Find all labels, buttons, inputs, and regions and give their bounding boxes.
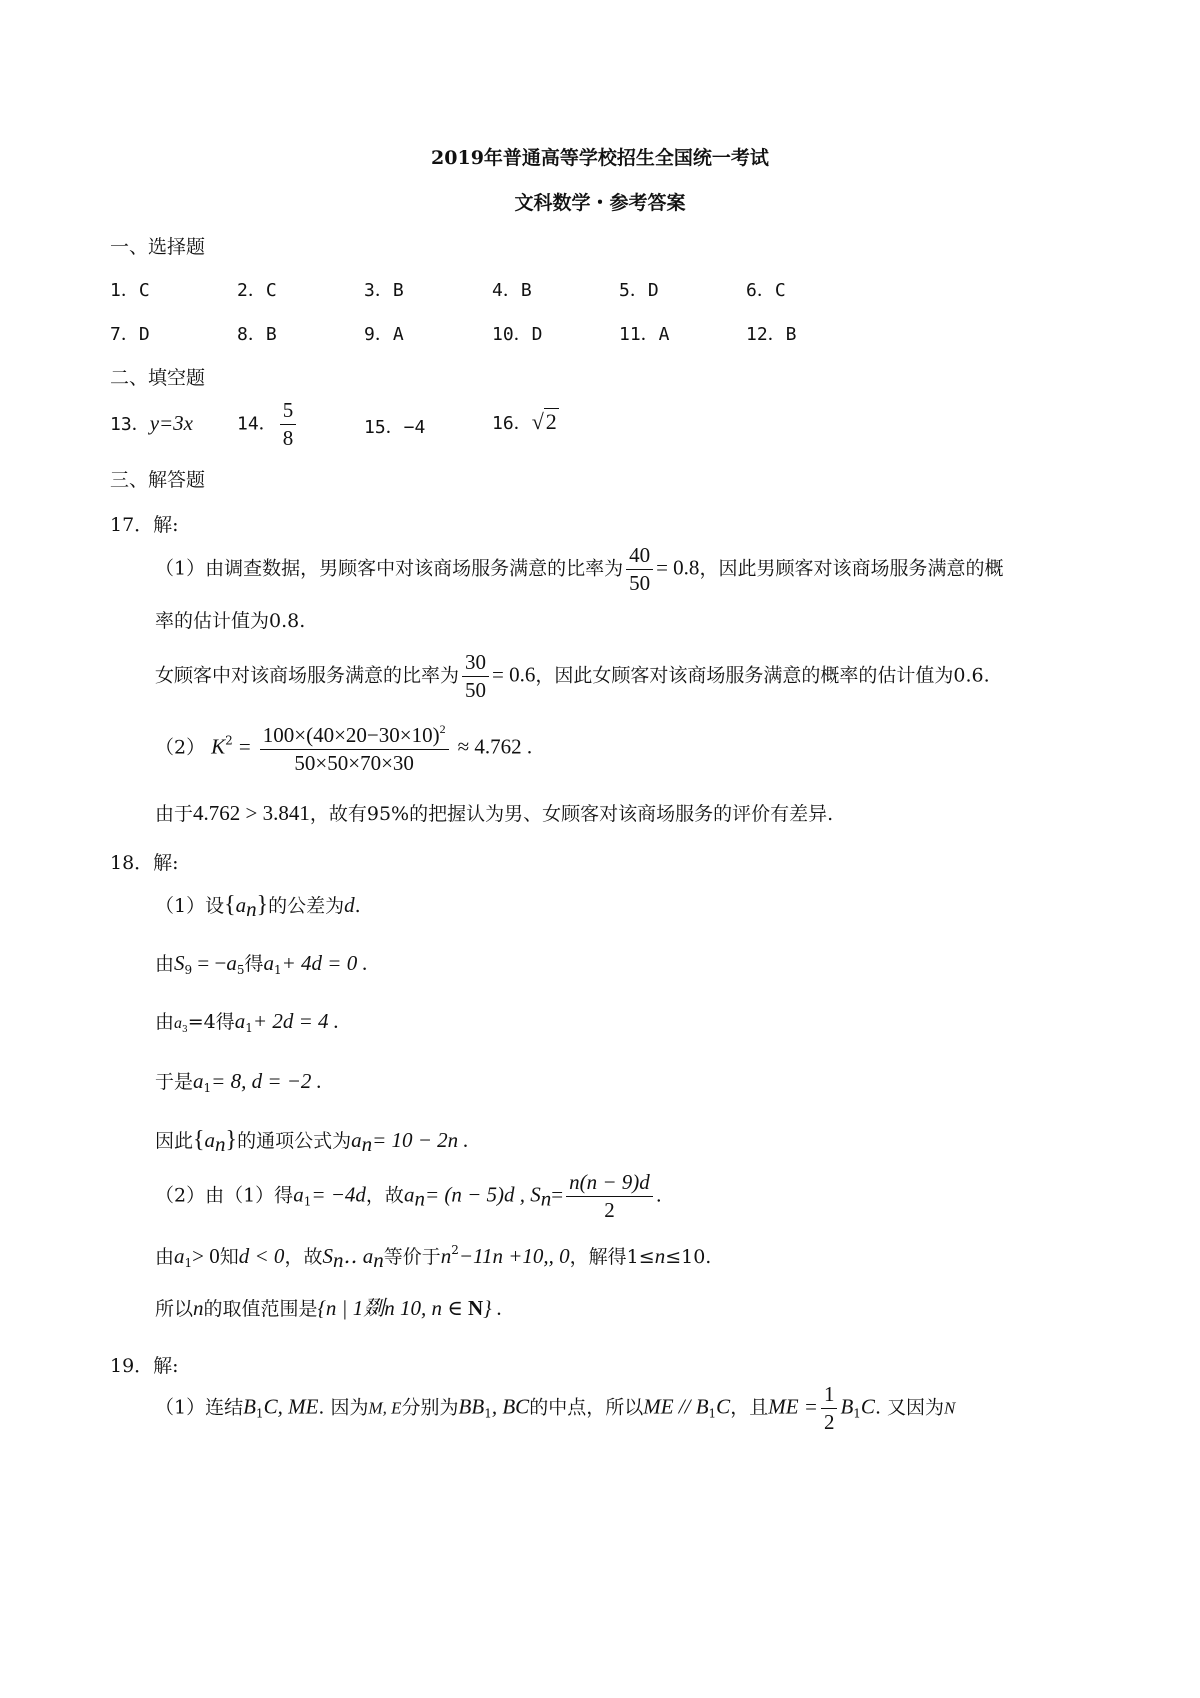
q19-line-1-text-i: 的中点，所以 xyxy=(529,1396,644,1419)
q17-line-3-text-a: 女顾客中对该商场服务满意的比率为 xyxy=(155,664,460,687)
q18-line-7-n: n xyxy=(440,1244,452,1268)
q17-conclusion: ，故有95%的把握认为男、女顾客对该商场服务的评价有差异. xyxy=(309,803,834,825)
q17-eq-0.6: = 0.6 xyxy=(492,662,536,687)
q18-line-8-set: {n | 1剟n 10, n ∈ xyxy=(317,1296,468,1320)
q17-line-1-text-b: ，因此男顾客对该商场服务满意的概 xyxy=(699,557,1004,580)
q17-chi-denominator: 50×50×70×30 xyxy=(294,751,414,775)
fill-answer-13-label: 13． xyxy=(110,414,150,435)
fill-answer-14-denominator: 8 xyxy=(282,426,294,450)
exam-subtitle: 文科数学・参考答案 xyxy=(514,192,686,214)
fill-answer-16-sqrt: √2 xyxy=(531,409,557,434)
q19-me-eq: ME = xyxy=(768,1394,818,1419)
q17-eq-0.8: = 0.8 xyxy=(656,555,700,580)
choice-answer-10: 10．D xyxy=(492,324,543,345)
q18-line-7: 由$a_1> 0$知d < 0，故$S_n‥$ $a_n$等价于$n^2-11n +10$,, 0，解得1≤n≤10. xyxy=(155,1243,712,1272)
choice-answer-9: 9．A xyxy=(364,324,404,345)
q18-line-8-text-c: 的取值范围是 xyxy=(203,1298,318,1320)
q19-line-1-text-d: . 因为 xyxy=(318,1396,369,1419)
q18-line-6: （2）由（1）得$a_1= -4d$，故$a_n= (n - 5)d$ , $S_n=$ $\frac{n(n - 9)d}{2}$ . xyxy=(155,1170,662,1222)
section-solve-heading: 三、解答题 xyxy=(110,469,206,491)
q19-label: 19．解: xyxy=(110,1355,179,1377)
q19-m-e: M, E xyxy=(368,1398,402,1418)
fill-answer-15: 15．−4 xyxy=(364,417,426,438)
fill-answer-14 xyxy=(237,400,299,449)
q18-line-5-text-b: 的通项公式为 xyxy=(237,1130,352,1152)
q19-parallel: ME // B xyxy=(643,1394,709,1419)
q17-fraction-40-50 xyxy=(626,545,653,594)
q17-line-1 xyxy=(155,545,1003,594)
q18-line-7-s: S xyxy=(322,1244,333,1268)
q18-line-6-an: = (n − 5)d , S xyxy=(424,1182,541,1207)
q18-line-7-n2: n xyxy=(654,1244,666,1268)
q17-line-4: （2） $K^2$ = $\frac{100\times(40\times 20-30\times 10)^2}{50\times 50\times 70\times 30}$ ≈ 4.762 . xyxy=(155,722,533,775)
q19-line-1-text-l: ，且 xyxy=(730,1396,769,1419)
choice-answer-5: 5．D xyxy=(619,280,659,301)
fill-answer-14-fraction xyxy=(280,400,297,449)
q17-line-1-text-a: （1）由调查数据，男顾客中对该商场服务满意的比率为 xyxy=(155,557,624,580)
q17-line-3-text-b: ，因此女顾客对该商场服务满意的概率的估计值为0.6. xyxy=(535,664,990,687)
q18-sn-numerator: n(n − 9)d xyxy=(566,1172,653,1197)
q17-chi-square-fraction xyxy=(260,723,449,774)
q19-bc: , BC xyxy=(491,1394,530,1419)
choice-answer-3: 3．B xyxy=(364,280,404,301)
q18-line-1-text-a: （1）设 xyxy=(155,895,225,917)
q18-line-8 xyxy=(155,1298,502,1319)
choice-answer-1: 1．C xyxy=(110,280,150,301)
q18-line-7-quadratic: −11n +10,, 0 xyxy=(458,1244,570,1268)
section-fill-heading: 二、填空题 xyxy=(110,367,206,389)
q19-c: C xyxy=(716,1394,731,1419)
q17-label: 17．解: xyxy=(110,514,179,536)
q18-sn-denominator: 2 xyxy=(604,1198,615,1222)
q18-line-7-d-neg: d < 0 xyxy=(238,1244,285,1268)
choice-answer-12: 12．B xyxy=(746,324,797,345)
q18-line-7-a1-pos: > 0 xyxy=(192,1244,220,1268)
q17-equals: = xyxy=(238,734,251,759)
q18-line-7-text-h: 等价于 xyxy=(383,1246,441,1268)
choice-answer-2: 2．C xyxy=(237,280,277,301)
q18-line-7-text-c: 知 xyxy=(219,1246,239,1268)
q17-chi-result: ≈ 4.762 . xyxy=(457,734,533,759)
q17-inequality: 4.762 > 3.841 xyxy=(193,801,310,825)
q18-line-2-text-a: 由 xyxy=(155,953,175,975)
q18-label: 18．解: xyxy=(110,852,179,874)
q18-line-2-text-b: 得 xyxy=(244,953,264,975)
q17-frac2-denominator: 50 xyxy=(465,678,487,702)
q19-b1: B xyxy=(243,1394,256,1419)
q18-general-term: = 10 − 2n . xyxy=(372,1128,469,1152)
q18-line-5: 因此$\{a_n\}$的通项公式为$a_n= 10 - 2n$ . xyxy=(155,1127,469,1156)
choice-answer-7: 7．D xyxy=(110,324,150,345)
q18-line-6-end: . xyxy=(655,1184,662,1207)
q18-line-4-text-a: 于是 xyxy=(155,1071,194,1093)
q17-k-symbol: K xyxy=(211,734,226,759)
choice-answer-6: 6．C xyxy=(746,280,786,301)
choice-answer-4: 4．B xyxy=(492,280,532,301)
q19-half-fraction xyxy=(821,1384,838,1433)
q17-line-3 xyxy=(155,652,990,701)
exam-title: 2019年普通高等学校招生全国统一考试 xyxy=(431,147,769,169)
q17-chi-numerator: $100\times(40\times 20-30\times 10)^2$ xyxy=(260,723,449,750)
q18-line-3: 由$a_3=4$得$a_1+ 2d = 4$ . xyxy=(155,1009,339,1035)
q19-line-1: （1）连结$B_1C$, ME. 因为M, E分别为$BB_1$, BC的中点，所以ME // $B_1C$，且ME = $\frac{1}{2}$ $B_1C$. 又因为N xyxy=(155,1382,956,1434)
q18-line-4: 于是$a_1= 8$, d = −2 . xyxy=(155,1069,322,1095)
q17-line-2: 率的估计值为0.8. xyxy=(155,610,306,632)
q18-line-3-eq: + 2d = 4 . xyxy=(252,1009,339,1033)
q17-part2-label: （2） xyxy=(155,736,206,759)
q18-line-8-text-a: 所以 xyxy=(155,1298,194,1320)
q19-bb1: BB xyxy=(458,1394,485,1419)
q18-line-1-text-b: 的公差为 xyxy=(268,895,345,917)
q19-half-numerator: 1 xyxy=(821,1384,838,1409)
fill-answer-16 xyxy=(492,411,559,433)
section-choice-heading: 一、选择题 xyxy=(110,236,206,258)
q18-line-2-eq: + 4d = 0 . xyxy=(281,951,368,975)
q18-line-7-text-m: ≤10. xyxy=(665,1246,712,1268)
fill-answer-14-label: 14． xyxy=(237,413,277,435)
q18-line-4-eq: = 8, d = −2 . xyxy=(211,1069,322,1093)
q19-b1c-c: C xyxy=(860,1394,875,1419)
q19-line-1-text-p: . 又因为 xyxy=(874,1396,945,1419)
q18-line-2: 由$S_9 = -a_5$得$a_1+ 4d = 0$ . xyxy=(155,951,368,977)
choice-answer-8: 8．B xyxy=(237,324,277,345)
choice-answer-11: 11．A xyxy=(619,324,670,345)
q18-line-8-n: n xyxy=(193,1296,204,1320)
fill-answer-13-value: y=3x xyxy=(149,411,193,435)
q18-line-3-a3: a xyxy=(174,1015,183,1032)
q18-line-6-text-c: ，故 xyxy=(365,1184,404,1207)
q18-line-2-a: a xyxy=(263,951,274,975)
q18-line-6-text-a: （2）由（1）得 xyxy=(155,1184,294,1207)
q18-line-1: （1）设$\{a_n\}$的公差为d. xyxy=(155,892,361,921)
q19-c-me: C, ME xyxy=(263,1394,319,1419)
q18-line-8-end: } . xyxy=(483,1296,503,1320)
fill-answer-13 xyxy=(110,413,193,434)
q17-line-5-text-a: 由于 xyxy=(155,803,194,825)
q18-line-7-a: ‥ a xyxy=(343,1244,374,1268)
q18-line-7-text-e: ，故 xyxy=(284,1246,323,1268)
q18-line-6-a1: = −4d xyxy=(311,1182,366,1207)
q17-frac1-denominator: 50 xyxy=(629,571,651,595)
q18-line-7-text-k: ，解得1≤ xyxy=(569,1246,655,1268)
q18-sn-fraction xyxy=(566,1172,653,1221)
q17-chi-numerator-text: 100×(40×20−30×10) xyxy=(262,723,440,747)
q18-line-5-text-a: 因此 xyxy=(155,1130,194,1152)
fill-answer-16-radicand: 2 xyxy=(545,409,557,434)
q19-half-denominator: 2 xyxy=(823,1410,835,1434)
q18-line-8-naturals: N xyxy=(468,1296,484,1320)
fill-answer-16-label: 16． xyxy=(492,413,532,434)
q19-line-1-text-f: 分别为 xyxy=(401,1396,459,1419)
q19-line-1-text-a: （1）连结 xyxy=(155,1396,244,1419)
fill-answer-14-numerator: 5 xyxy=(280,400,297,425)
q17-line-5 xyxy=(155,803,833,824)
q18-line-3-text-a: 由 xyxy=(155,1011,175,1033)
q18-line-3-text-c: =4得 xyxy=(187,1011,235,1033)
q17-fraction-30-50 xyxy=(462,652,489,701)
q19-b1c-b: B xyxy=(840,1394,854,1419)
q18-d-symbol: d xyxy=(344,893,355,917)
q18-line-7-text-a: 由 xyxy=(155,1246,175,1268)
q18-line-1-end: . xyxy=(354,895,361,917)
q17-frac2-numerator: 30 xyxy=(462,652,489,677)
q19-n-symbol: N xyxy=(944,1398,956,1418)
q18-line-6-equals: = xyxy=(551,1182,564,1207)
q17-frac1-numerator: 40 xyxy=(626,545,653,570)
